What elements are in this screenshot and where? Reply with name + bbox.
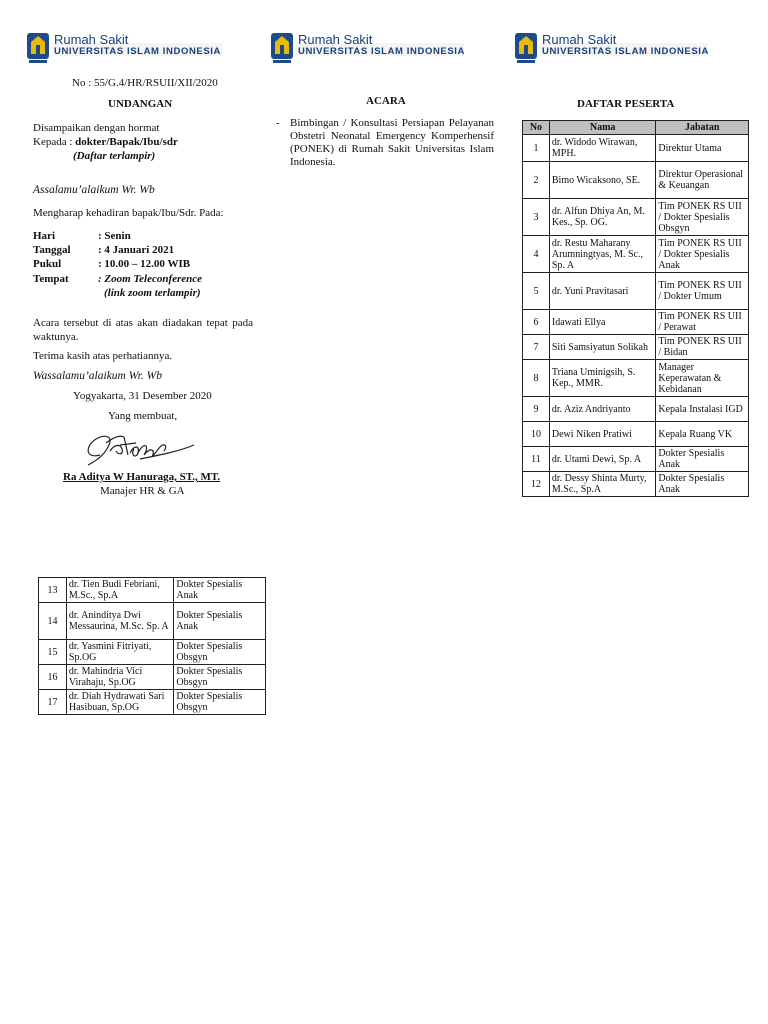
detail-label: Hari <box>33 230 55 242</box>
table-row <box>523 199 749 236</box>
row-no: 5 <box>523 273 550 310</box>
participants-table-continued <box>38 577 266 715</box>
detail-label: Tempat <box>33 273 69 285</box>
table-row <box>39 640 266 665</box>
brand-line2: UNIVERSITAS ISLAM INDONESIA <box>54 46 221 57</box>
attached-note: (Daftar terlampir) <box>73 150 156 162</box>
row-no: 4 <box>523 236 550 273</box>
hospital-logo <box>514 30 714 70</box>
row-role: Direktur Operasional & Keuangan <box>656 162 749 199</box>
row-role: Direktur Utama <box>656 135 749 162</box>
table-row <box>523 397 749 422</box>
row-role: Tim PONEK RS UII / Perawat <box>656 310 749 335</box>
uii-emblem-icon <box>270 30 294 64</box>
row-role: Dokter Spesialis Anak <box>174 603 266 640</box>
made-by: Yang membuat, <box>108 410 178 422</box>
place-date: Yogyakarta, 31 Desember 2020 <box>73 390 212 402</box>
brand-line1: Rumah Sakit <box>298 32 373 47</box>
row-name: Dewi Niken Pratiwi <box>549 422 656 447</box>
agenda-line: Indonesia. <box>290 156 336 168</box>
row-no: 2 <box>523 162 550 199</box>
table-row <box>523 472 749 497</box>
agenda-line: Obstetri Neonatal Emergency Komperhensif <box>290 130 494 142</box>
brand-line2: UNIVERSITAS ISLAM INDONESIA <box>298 46 465 57</box>
row-role: Dokter Spesialis Anak <box>656 447 749 472</box>
row-no: 14 <box>39 603 67 640</box>
row-no: 7 <box>523 335 550 360</box>
letter-intro: Disampaikan dengan hormat <box>33 122 160 134</box>
row-name: Siti Samsiyatun Solikah <box>549 335 656 360</box>
recipient-line <box>33 136 178 149</box>
detail-label: Pukul <box>33 258 62 270</box>
row-name: dr. Utami Dewi, Sp. A <box>549 447 656 472</box>
table-row <box>523 447 749 472</box>
row-no: 11 <box>523 447 550 472</box>
row-name: dr. Aninditya Dwi Messaurina, M.Sc. Sp. A <box>66 603 174 640</box>
closing-line1: Acara tersebut di atas akan diadakan tepat pada <box>33 317 253 329</box>
detail-value: : Senin <box>98 230 131 242</box>
table-row <box>523 310 749 335</box>
row-name: dr. Aziz Andriyanto <box>549 397 656 422</box>
row-role: Dokter Spesialis Obsgyn <box>174 665 266 690</box>
row-role: Manager Keperawatan & Kebidanan <box>656 360 749 397</box>
row-no: 15 <box>39 640 67 665</box>
detail-label: Tanggal <box>33 244 71 256</box>
participants-table <box>522 120 749 497</box>
table-row <box>523 360 749 397</box>
row-name: dr. Mahindria Vici Virahaju, Sp.OG <box>66 665 174 690</box>
row-role: Dokter Spesialis Obsgyn <box>174 640 266 665</box>
detail-value: : Zoom Teleconference <box>98 273 203 285</box>
table-row <box>523 273 749 310</box>
recipient-value: dokter/Bapak/Ibu/sdr <box>75 136 178 148</box>
agenda-bullet: - <box>276 117 280 129</box>
row-name: dr. Dessy Shinta Murty, M.Sc., Sp.A <box>549 472 656 497</box>
closing-line2: waktunya. <box>33 331 79 343</box>
brand-line2: UNIVERSITAS ISLAM INDONESIA <box>542 46 709 57</box>
table-header-row <box>523 121 749 135</box>
table-row <box>39 578 266 603</box>
participants-title: DAFTAR PESERTA <box>577 98 675 110</box>
column-header-no: No <box>523 121 550 135</box>
row-name: Triana Uminigsih, S. Kep., MMR. <box>549 360 656 397</box>
row-no: 17 <box>39 690 67 715</box>
row-role: Tim PONEK RS UII / Bidan <box>656 335 749 360</box>
row-role: Dokter Spesialis Obsgyn <box>174 690 266 715</box>
hospital-logo <box>270 30 470 70</box>
table-row <box>523 422 749 447</box>
farewell: Wassalamu’alaikum Wr. Wb <box>33 370 162 382</box>
table-row <box>523 135 749 162</box>
detail-value: : 4 Januari 2021 <box>98 244 175 256</box>
greeting: Assalamu’alaikum Wr. Wb <box>33 184 155 196</box>
row-no: 12 <box>523 472 550 497</box>
brand-line1: Rumah Sakit <box>542 32 617 47</box>
row-role: Dokter Spesialis Anak <box>656 472 749 497</box>
row-no: 16 <box>39 665 67 690</box>
row-no: 3 <box>523 199 550 236</box>
row-no: 9 <box>523 397 550 422</box>
row-role: Kepala Ruang VK <box>656 422 749 447</box>
agenda-line: (PONEK) di Rumah Sakit Universitas Islam <box>290 143 494 155</box>
row-name: dr. Restu Maharany Arumningtyas, M. Sc., Sp. A <box>549 236 656 273</box>
row-name: dr. Diah Hydrawati Sari Hasibuan, Sp.OG <box>66 690 174 715</box>
brand-line1: Rumah Sakit <box>54 32 129 47</box>
row-role: Tim PONEK RS UII / Dokter Umum <box>656 273 749 310</box>
row-no: 10 <box>523 422 550 447</box>
table-row <box>523 162 749 199</box>
agenda-text <box>290 117 494 169</box>
agenda-line: Bimbingan / Konsultasi Persiapan Pelayanan <box>290 117 494 129</box>
signature-image <box>80 425 200 471</box>
table-row <box>39 603 266 640</box>
row-role: Dokter Spesialis Anak <box>174 578 266 603</box>
column-header-name: Nama <box>549 121 656 135</box>
recipient-label: Kepada : <box>33 136 76 148</box>
signer-role: Manajer HR & GA <box>100 485 185 497</box>
request-text: Mengharap kehadiran bapak/Ibu/Sdr. Pada: <box>33 207 224 219</box>
link-note: (link zoom terlampir) <box>104 287 201 299</box>
signer-name: Ra Aditya W Hanuraga, ST., MT. <box>63 471 221 483</box>
row-no: 6 <box>523 310 550 335</box>
row-name: Bimo Wicaksono, SE. <box>549 162 656 199</box>
row-name: dr. Alfun Dhiya An, M. Kes., Sp. OG. <box>549 199 656 236</box>
row-name: dr. Yasmini Fitriyati, Sp.OG <box>66 640 174 665</box>
hospital-logo <box>26 30 226 70</box>
row-role: Tim PONEK RS UII / Dokter Spesialis Obsgyn <box>656 199 749 236</box>
table-row <box>523 236 749 273</box>
letter-title: UNDANGAN <box>108 98 173 110</box>
row-no: 1 <box>523 135 550 162</box>
column-header-role: Jabatan <box>656 121 749 135</box>
row-name: dr. Widodo Wirawan, MPH. <box>549 135 656 162</box>
uii-emblem-icon <box>26 30 50 64</box>
thanks-text: Terima kasih atas perhatiannya. <box>33 350 173 362</box>
row-name: Idawati Ellya <box>549 310 656 335</box>
table-row <box>39 665 266 690</box>
row-role: Tim PONEK RS UII / Dokter Spesialis Anak <box>656 236 749 273</box>
row-role: Kepala Instalasi IGD <box>656 397 749 422</box>
table-row <box>39 690 266 715</box>
row-no: 13 <box>39 578 67 603</box>
row-name: dr. Yuni Pravitasari <box>549 273 656 310</box>
letter-number: No : 55/G.4/HR/RSUII/XII/2020 <box>72 77 218 89</box>
uii-emblem-icon <box>514 30 538 64</box>
table-row <box>523 335 749 360</box>
row-name: dr. Tien Budi Febriani, M.Sc., Sp.A <box>66 578 174 603</box>
row-no: 8 <box>523 360 550 397</box>
detail-value: : 10.00 – 12.00 WIB <box>98 258 191 270</box>
agenda-title: ACARA <box>366 95 406 107</box>
